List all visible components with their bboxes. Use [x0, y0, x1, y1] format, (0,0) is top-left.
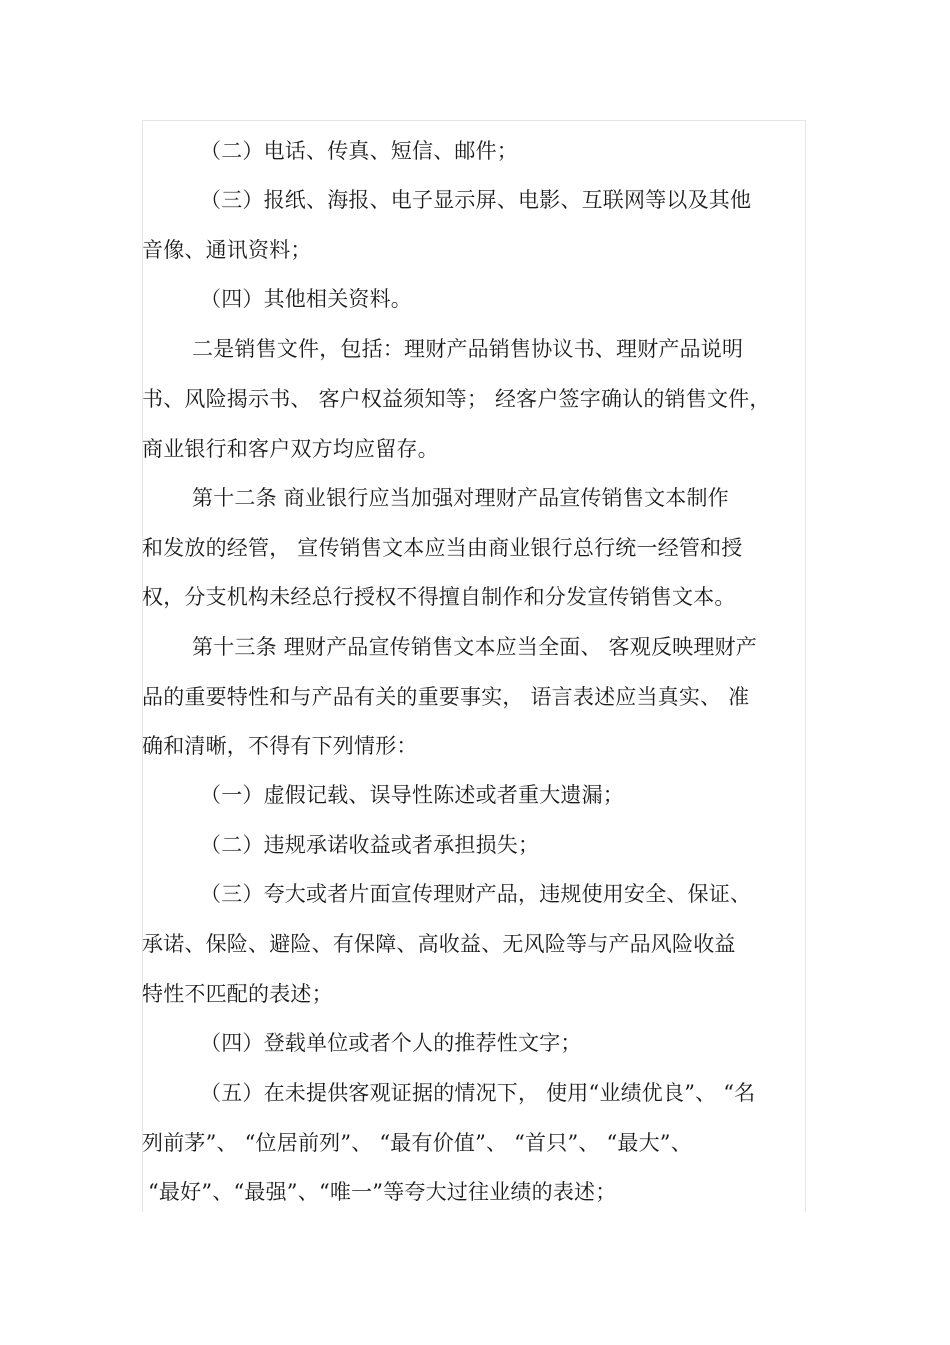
text-line: （四）其他相关资料。 [200, 287, 412, 311]
text-line: 权，分支机构未经总行授权不得擅自制作和分发宣传销售文本。 [142, 585, 736, 609]
text-line: （二）电话、传真、短信、邮件； [200, 139, 518, 163]
text-line: 列前茅”、 “位居前列”、 “最有价值”、 “首只”、 “最大”、 [142, 1131, 692, 1155]
text-line: 商业银行和客户双方均应留存。 [142, 437, 439, 461]
text-line: 音像、通讯资料； [142, 238, 312, 262]
text-line: 特性不匹配的表述； [142, 982, 333, 1006]
text-line: （二）违规承诺收益或者承担损失； [200, 833, 540, 857]
text-line: （三）夸大或者片面宣传理财产品，违规使用安全、保证、 [200, 882, 752, 906]
text-line: 确和清晰，不得有下列情形： [142, 734, 418, 758]
text-line: 承诺、保险、避险、有保障、高收益、无风险等与产品风险收益 [142, 932, 736, 956]
text-line: （一）虚假记载、误导性陈述或者重大遗漏； [200, 783, 624, 807]
text-line: 第十二条 商业银行应当加强对理财产品宣传销售文本制作 [192, 486, 729, 510]
text-line: 书、风险揭示书、 客户权益须知等； 经客户签字确认的销售文件， [142, 387, 771, 411]
text-line: 第十三条 理财产品宣传销售文本应当全面、 客观反映理财产 [192, 635, 757, 659]
text-line: （四）登载单位或者个人的推荐性文字； [200, 1031, 582, 1055]
text-line: 和发放的经管， 宣传销售文本应当由商业银行总行统一经管和授 [142, 536, 743, 560]
text-line: 品的重要特性和与产品有关的重要事实， 语言表述应当真实、 准 [142, 685, 750, 709]
text-line: 二是销售文件，包括：理财产品销售协议书、理财产品说明 [192, 337, 744, 361]
text-line: （三）报纸、海报、电子显示屏、电影、互联网等以及其他 [200, 188, 752, 212]
text-line: “最好”、“最强”、“唯一”等夸大过往业绩的表述； [148, 1180, 617, 1204]
text-line: （五）在未提供客观证据的情况下， 使用“业绩优良”、 “名 [200, 1081, 756, 1105]
